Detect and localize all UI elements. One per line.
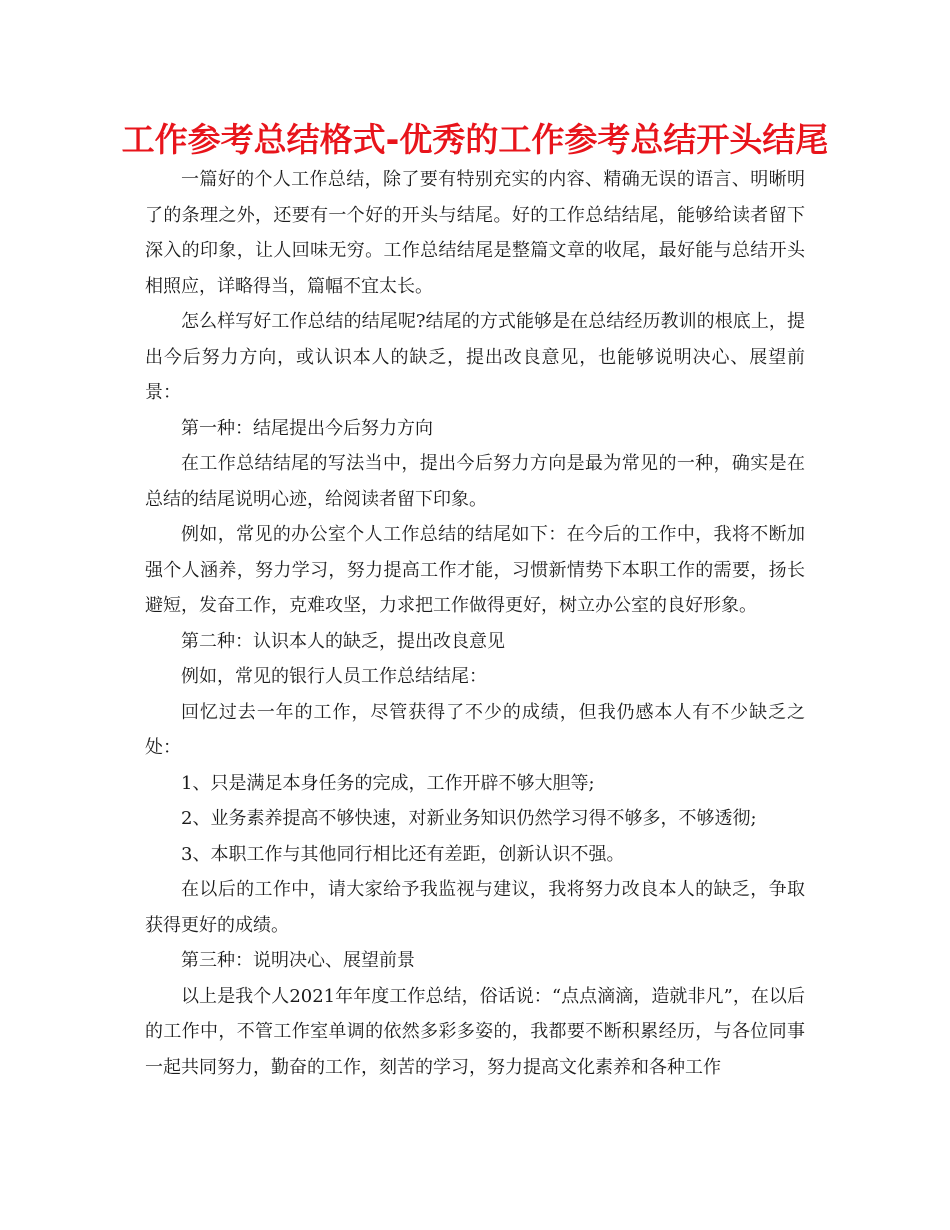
list-item: 3、本职工作与其他同行相比还有差距，创新认识不强。 <box>181 843 625 865</box>
document-body <box>145 162 805 1085</box>
paragraph: 例如，常见的银行人员工作总结结尾： <box>181 666 487 687</box>
list-item: 2、业务素养提高不够快速，对新业务知识仍然学习得不够多，不够透彻; <box>181 808 757 829</box>
list-item: 1、只是满足本身任务的完成，工作开辟不够大胆等; <box>181 772 595 794</box>
paragraph: 在以后的工作中，请大家给予我监视与建议，我将努力改良本人的缺乏，争取获得更好的成绩。 <box>145 879 805 936</box>
section-heading: 第一种：结尾提出今后努力方向 <box>181 417 433 439</box>
paragraph: 例如，常见的办公室个人工作总结的结尾如下：在今后的工作中，我将不断加强个人涵养，努力学习，努力提高工作才能，习惯新情势下本职工作的需要，扬长避短，发奋工作，克难攻坚，力求把工作做得更好，树立办公室的良好形象。 <box>145 524 805 616</box>
paragraph: 回忆过去一年的工作，尽管获得了不少的成绩，但我仍感本人有不少缺乏之处： <box>145 701 805 758</box>
paragraph: 以上是我个人2021年年度工作总结，俗话说：“点点滴滴，造就非凡”，在以后的工作中，不管工作室单调的依然多彩多姿的，我都要不断积累经历，与各位同事一起共同努力，勤奋的工作，刻苦的学习，努力提高文化素养和各种工作 <box>145 985 805 1078</box>
section-heading: 第二种：认识本人的缺乏，提出改良意见 <box>181 630 505 652</box>
paragraph: 怎么样写好工作总结的结尾呢?结尾的方式能够是在总结经历教训的根底上，提出今后努力方向，或认识本人的缺乏，提出改良意见，也能够说明决心、展望前景： <box>145 311 805 403</box>
document-title: 工作参考总结格式-优秀的工作参考总结开头结尾 <box>121 120 829 159</box>
paragraph: 一篇好的个人工作总结，除了要有特别充实的内容、精确无误的语言、明晰明了的条理之外，还要有一个好的开头与结尾。好的工作总结结尾，能够给读者留下深入的印象，让人回味无穷。工作总结结尾是整篇文章的收尾，最好能与总结开头相照应，详略得当，篇幅不宜太长。 <box>145 169 805 297</box>
section-heading: 第三种：说明决心、展望前景 <box>181 950 415 971</box>
paragraph: 在工作总结结尾的写法当中，提出今后努力方向是最为常见的一种，确实是在总结的结尾说明心迹，给阅读者留下印象。 <box>145 453 805 510</box>
